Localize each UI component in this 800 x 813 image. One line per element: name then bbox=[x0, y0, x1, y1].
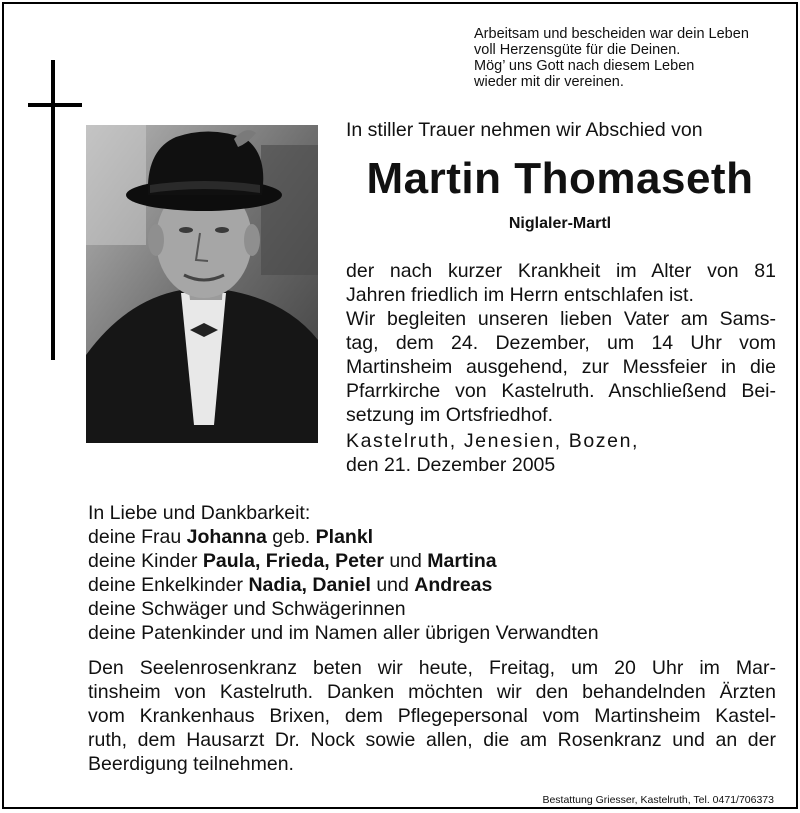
paragraph-line: vom Krankenhaus Brixen, dem Pflegepersonal vom Martinsheim Kastel- bbox=[88, 705, 776, 727]
family-label: und bbox=[383, 550, 428, 572]
paragraph-line: Martinsheim ausgehend, zur Messfeier in die bbox=[346, 356, 776, 378]
places-line: Kastelruth, Jenesien, Bozen, bbox=[346, 430, 640, 452]
deceased-nickname: Niglaler-Martl bbox=[508, 215, 612, 232]
family-wife bbox=[88, 525, 599, 549]
deceased-name: Martin Thomaseth bbox=[366, 154, 754, 203]
death-paragraph bbox=[346, 259, 776, 307]
family-label: deine Frau bbox=[88, 526, 187, 548]
family-in-laws: deine Schwäger und Schwägerinnen bbox=[88, 598, 406, 620]
paragraph-line: Beerdigung teilnehmen. bbox=[88, 753, 294, 775]
date-line: den 21. Dezember 2005 bbox=[346, 454, 556, 476]
place-and-date bbox=[346, 429, 639, 477]
verse-line: Arbeitsam und bescheiden war dein Leben bbox=[474, 26, 749, 42]
paragraph-line: Pfarrkirche von Kastelruth. Anschließend Bei- bbox=[346, 380, 776, 402]
family-name: Andreas bbox=[414, 574, 493, 596]
cross-icon-bar bbox=[28, 103, 82, 107]
paragraph-line: Wir begleiten unseren lieben Vater am Sams- bbox=[346, 308, 776, 330]
memorial-verse bbox=[474, 26, 784, 90]
family-name: Martina bbox=[427, 550, 497, 572]
obituary-notice bbox=[2, 2, 798, 809]
paragraph-line: tinsheim von Kastelruth. Danken möchten wir den behandelnden Ärzten bbox=[88, 681, 776, 703]
family-name: Plankl bbox=[315, 526, 374, 548]
paragraph-line: setzung im Ortsfriedhof. bbox=[346, 404, 553, 426]
paragraph-line: ruth, dem Hausarzt Dr. Nock sowie allen, die am Rosenkranz und an der bbox=[88, 729, 776, 751]
paragraph-line: tag, dem 24. Dezember, um 14 Uhr vom bbox=[346, 332, 776, 354]
rosary-paragraph bbox=[88, 656, 776, 776]
family-label: geb. bbox=[266, 526, 316, 548]
family-godchildren: deine Patenkinder und im Namen aller übrigen Verwandten bbox=[88, 622, 599, 644]
funeral-home-footer: Bestattung Griesser, Kastelruth, Tel. 0471/706373 bbox=[542, 794, 774, 806]
family-label: deine Kinder bbox=[88, 550, 203, 572]
family-children bbox=[88, 549, 599, 573]
family-name: Paula, Frieda, Peter bbox=[202, 550, 384, 572]
paragraph-line: Jahren friedlich im Herrn entschlafen ist. bbox=[346, 284, 694, 306]
verse-line: voll Herzensgüte für die Deinen. bbox=[474, 42, 681, 58]
family-label: deine Enkelkinder bbox=[88, 574, 249, 596]
verse-line: wieder mit dir vereinen. bbox=[474, 74, 624, 90]
family-label: und bbox=[370, 574, 415, 596]
family-name: Nadia, Daniel bbox=[248, 574, 371, 596]
paragraph-line: Den Seelenrosenkranz beten wir heute, Freitag, um 20 Uhr im Mar- bbox=[88, 657, 776, 679]
verse-line: Mög’ uns Gott nach diesem Leben bbox=[474, 58, 695, 74]
funeral-paragraph bbox=[346, 307, 776, 427]
family-heading: In Liebe und Dankbarkeit: bbox=[88, 502, 311, 524]
family-list bbox=[88, 501, 599, 645]
family-name: Johanna bbox=[186, 526, 267, 548]
paragraph-line: der nach kurzer Krankheit im Alter von 81 bbox=[346, 260, 776, 282]
intro-line: In stiller Trauer nehmen wir Abschied von bbox=[346, 119, 703, 141]
portrait-photo bbox=[86, 125, 318, 443]
family-grandchildren bbox=[88, 573, 599, 597]
